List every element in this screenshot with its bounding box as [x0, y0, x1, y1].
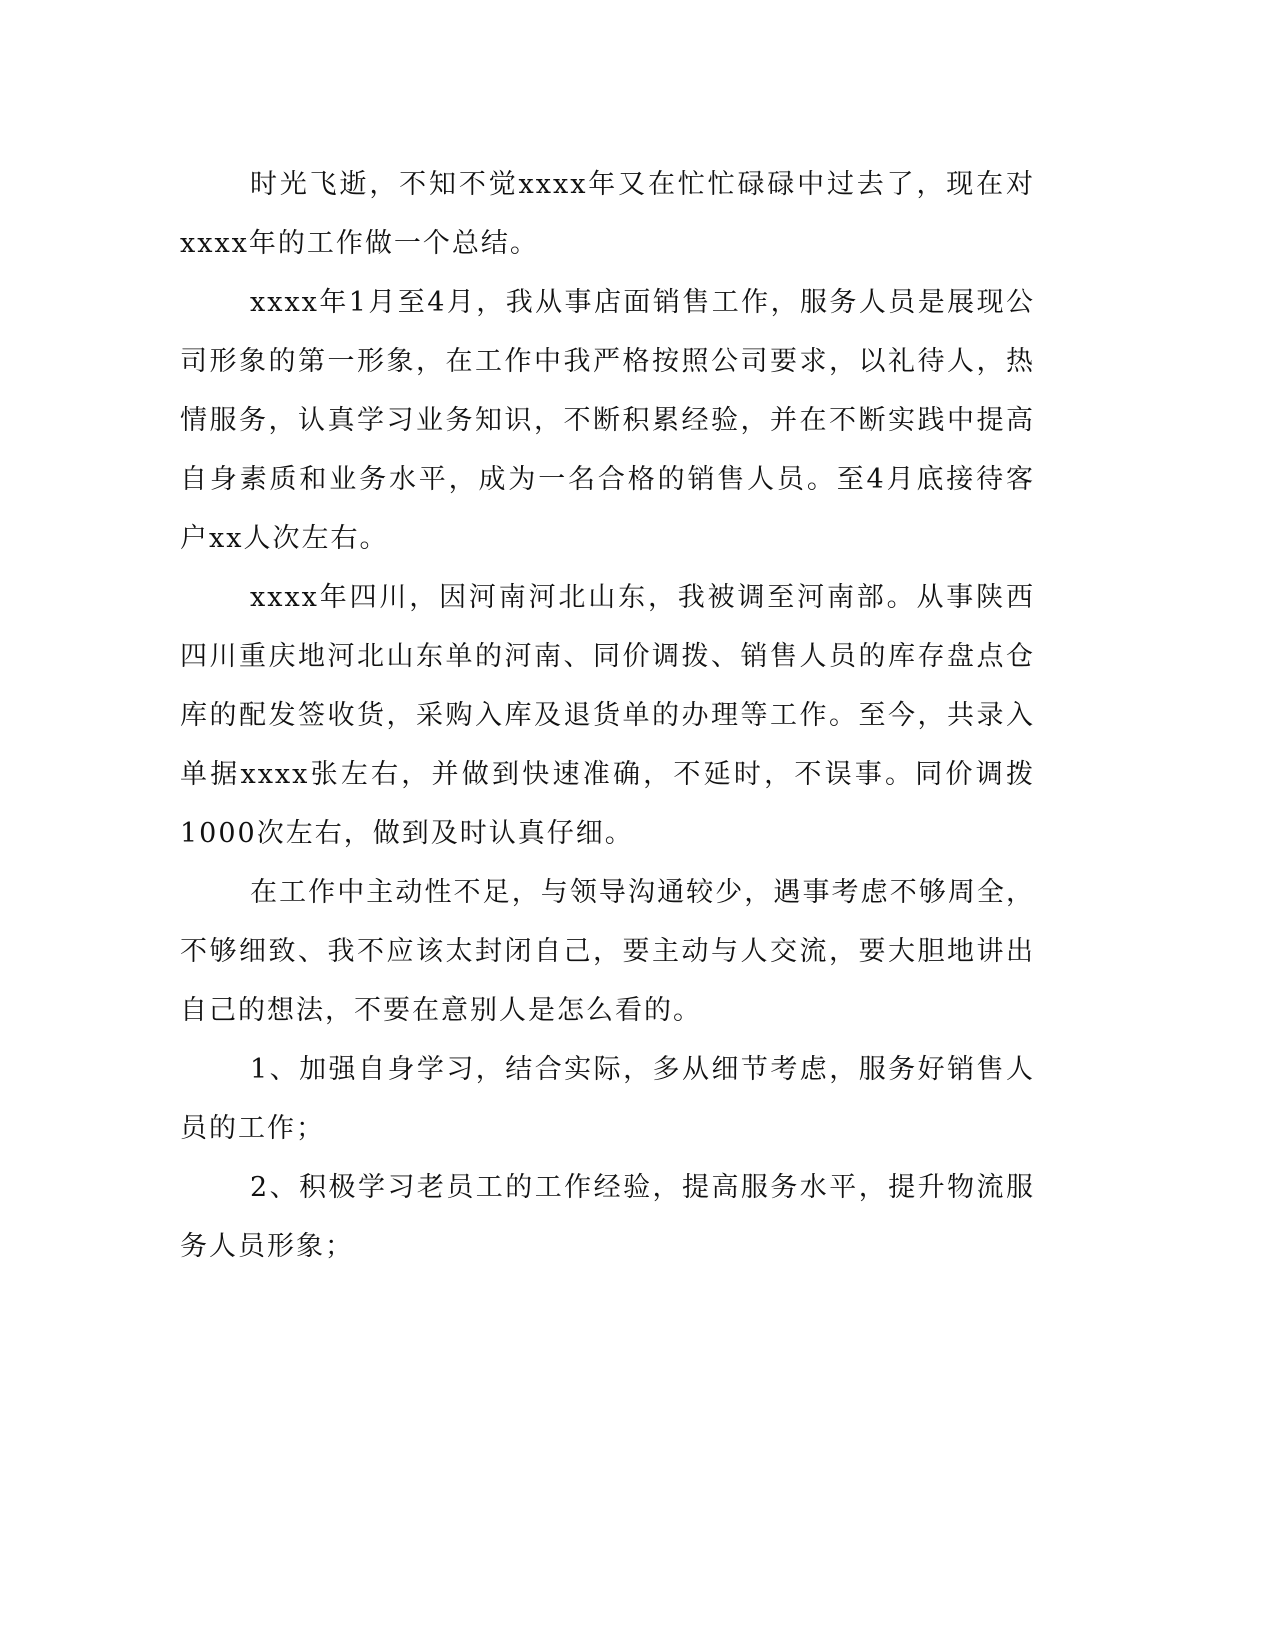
paragraph-store-sales: xxxx年1月至4月，我从事店面销售工作，服务人员是展现公司形象的第一形象，在工作中我严格按照公司要求，以礼待人，热情服务，认真学习业务知识，不断积累经验，并在不断实践中提高自身素质和业务水平，成为一名合格的销售人员。至4月底接待客户xx人次左右。 [180, 287, 1035, 554]
paragraph-transfer: xxxx年四川，因河南河北山东，我被调至河南部。从事陕西四川重庆地河北山东单的河南、同价调拨、销售人员的库存盘点仓库的配发签收货，采购入库及退货单的办理等工作。至今，共录入单据xxxx张左右，并做到快速准确，不延时，不误事。同价调拨1000次左右，做到及时认真仔细。 [180, 582, 1035, 849]
paragraph-intro: 时光飞逝，不知不觉xxxx年又在忙忙碌碌中过去了，现在对xxxx年的工作做一个总结。 [180, 169, 1035, 259]
paragraph-plan-2: 2、积极学习老员工的工作经验，提高服务水平，提升物流服务人员形象； [180, 1172, 1035, 1262]
document-body [180, 155, 1035, 1276]
paragraph-plan-1: 1、加强自身学习，结合实际，多从细节考虑，服务好销售人员的工作； [180, 1054, 1035, 1144]
paragraph-shortcomings: 在工作中主动性不足，与领导沟通较少，遇事考虑不够周全，不够细致、我不应该太封闭自己，要主动与人交流，要大胆地讲出自己的想法，不要在意别人是怎么看的。 [180, 877, 1035, 1026]
